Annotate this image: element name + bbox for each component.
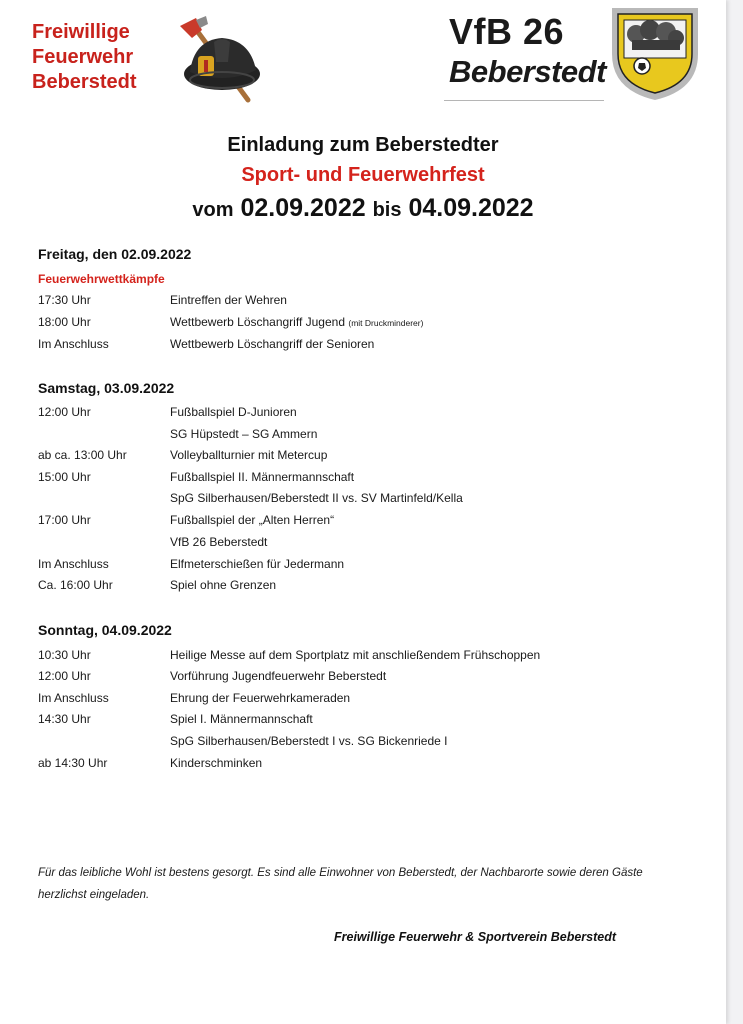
organizer-signature: Freiwillige Feuerwehr & Sportverein Beberstedt bbox=[334, 930, 617, 944]
schedule-time: 14:30 Uhr bbox=[38, 712, 91, 726]
fire-brigade-line-2: Feuerwehr bbox=[32, 46, 134, 68]
title-dates bbox=[0, 194, 726, 223]
schedule-row bbox=[38, 535, 678, 555]
schedule-row bbox=[38, 712, 678, 732]
schedule-time: Ca. 16:00 Uhr bbox=[38, 578, 113, 592]
schedule-row bbox=[38, 648, 678, 668]
schedule-event: Ehrung der Feuerwehrkameraden bbox=[170, 691, 351, 705]
schedule-time: Im Anschluss bbox=[38, 691, 109, 705]
schedule-event: Eintreffen der Wehren bbox=[170, 293, 287, 307]
schedule-event: Fußballspiel D-Junioren bbox=[170, 405, 297, 419]
schedule-event: SpG Silberhausen/Beberstedt I vs. SG Bickenriede I bbox=[170, 734, 448, 748]
schedule-time: 17:00 Uhr bbox=[38, 513, 91, 527]
club-location: Beberstedt bbox=[449, 54, 606, 89]
schedule-event: VfB 26 Beberstedt bbox=[170, 535, 268, 549]
schedule-row bbox=[38, 448, 678, 468]
schedule-event: Wettbewerb Löschangriff Jugend bbox=[170, 315, 346, 329]
schedule-row bbox=[38, 470, 678, 490]
schedule-row bbox=[38, 734, 678, 754]
friday-subheading: Feuerwehrwettkämpfe bbox=[38, 272, 165, 286]
schedule-row bbox=[38, 691, 678, 711]
schedule-row bbox=[38, 756, 678, 776]
friday-heading: Freitag, den 02.09.2022 bbox=[38, 246, 192, 262]
fire-brigade-name bbox=[32, 20, 136, 95]
catering-note: Für das leibliche Wohl ist bestens gesorgt. Es sind alle Einwohner von Beberstedt, der Nachbarorte sowie deren Gäste herzlichst eingeladen. bbox=[38, 867, 643, 901]
club-crest-logo bbox=[606, 4, 704, 102]
schedule-event: Elfmeterschießen für Jedermann bbox=[170, 557, 345, 571]
schedule-event: Wettbewerb Löschangriff der Senioren bbox=[170, 337, 375, 351]
schedule-row bbox=[38, 427, 678, 447]
schedule-row bbox=[38, 578, 678, 598]
fire-brigade-line-1: Freiwillige bbox=[32, 21, 130, 43]
schedule-time: ab ca. 13:00 Uhr bbox=[38, 448, 127, 462]
schedule-row bbox=[38, 405, 678, 425]
schedule-time: 12:00 Uhr bbox=[38, 405, 91, 419]
schedule-row bbox=[38, 557, 678, 577]
header-divider bbox=[444, 100, 604, 101]
schedule-row bbox=[38, 491, 678, 511]
schedule-note: (mit Druckminderer) bbox=[348, 318, 424, 328]
title-line-1: Einladung zum Beberstedter bbox=[227, 134, 499, 156]
schedule-time: ab 14:30 Uhr bbox=[38, 756, 108, 770]
fire-brigade-line-3: Beberstedt bbox=[32, 71, 137, 93]
schedule-event: Vorführung Jugendfeuerwehr Beberstedt bbox=[170, 669, 387, 683]
start-date: 02.09.2022 bbox=[240, 194, 366, 222]
end-date: 04.09.2022 bbox=[408, 194, 534, 222]
club-name: VfB 26 bbox=[449, 11, 565, 52]
schedule-time: Im Anschluss bbox=[38, 557, 109, 571]
schedule-event: Spiel I. Männermannschaft bbox=[170, 712, 313, 726]
schedule-event: Kinderschminken bbox=[170, 756, 263, 770]
schedule-row bbox=[38, 513, 678, 533]
schedule-event: Volleyballturnier mit Metercup bbox=[170, 448, 328, 462]
fire-helmet-axe-icon bbox=[170, 16, 265, 106]
sunday-heading: Sonntag, 04.09.2022 bbox=[38, 622, 172, 638]
title-to-word: bis bbox=[372, 199, 402, 221]
schedule-time: 18:00 Uhr bbox=[38, 315, 91, 329]
schedule-event: Fußballspiel der „Alten Herren“ bbox=[170, 513, 335, 527]
schedule-time: 12:00 Uhr bbox=[38, 669, 91, 683]
schedule-event: Heilige Messe auf dem Sportplatz mit anschließendem Frühschoppen bbox=[170, 648, 541, 662]
schedule-time: 15:00 Uhr bbox=[38, 470, 91, 484]
schedule-event: SG Hüpstedt – SG Ammern bbox=[170, 427, 318, 441]
schedule-row bbox=[38, 337, 678, 357]
schedule-time: Im Anschluss bbox=[38, 337, 109, 351]
schedule-row bbox=[38, 669, 678, 689]
schedule-time: 17:30 Uhr bbox=[38, 293, 91, 307]
schedule-event: Spiel ohne Grenzen bbox=[170, 578, 277, 592]
schedule-event: Fußballspiel II. Männermannschaft bbox=[170, 470, 355, 484]
schedule-row bbox=[38, 315, 678, 335]
schedule-time: 10:30 Uhr bbox=[38, 648, 91, 662]
title-from-word: vom bbox=[192, 199, 234, 221]
schedule-event-with-note bbox=[170, 315, 423, 329]
title-line-2: Sport- und Feuerwehrfest bbox=[241, 164, 485, 186]
saturday-heading: Samstag, 03.09.2022 bbox=[38, 380, 175, 396]
schedule-event: SpG Silberhausen/Beberstedt II vs. SV Martinfeld/Kella bbox=[170, 491, 463, 505]
schedule-row bbox=[38, 293, 678, 313]
